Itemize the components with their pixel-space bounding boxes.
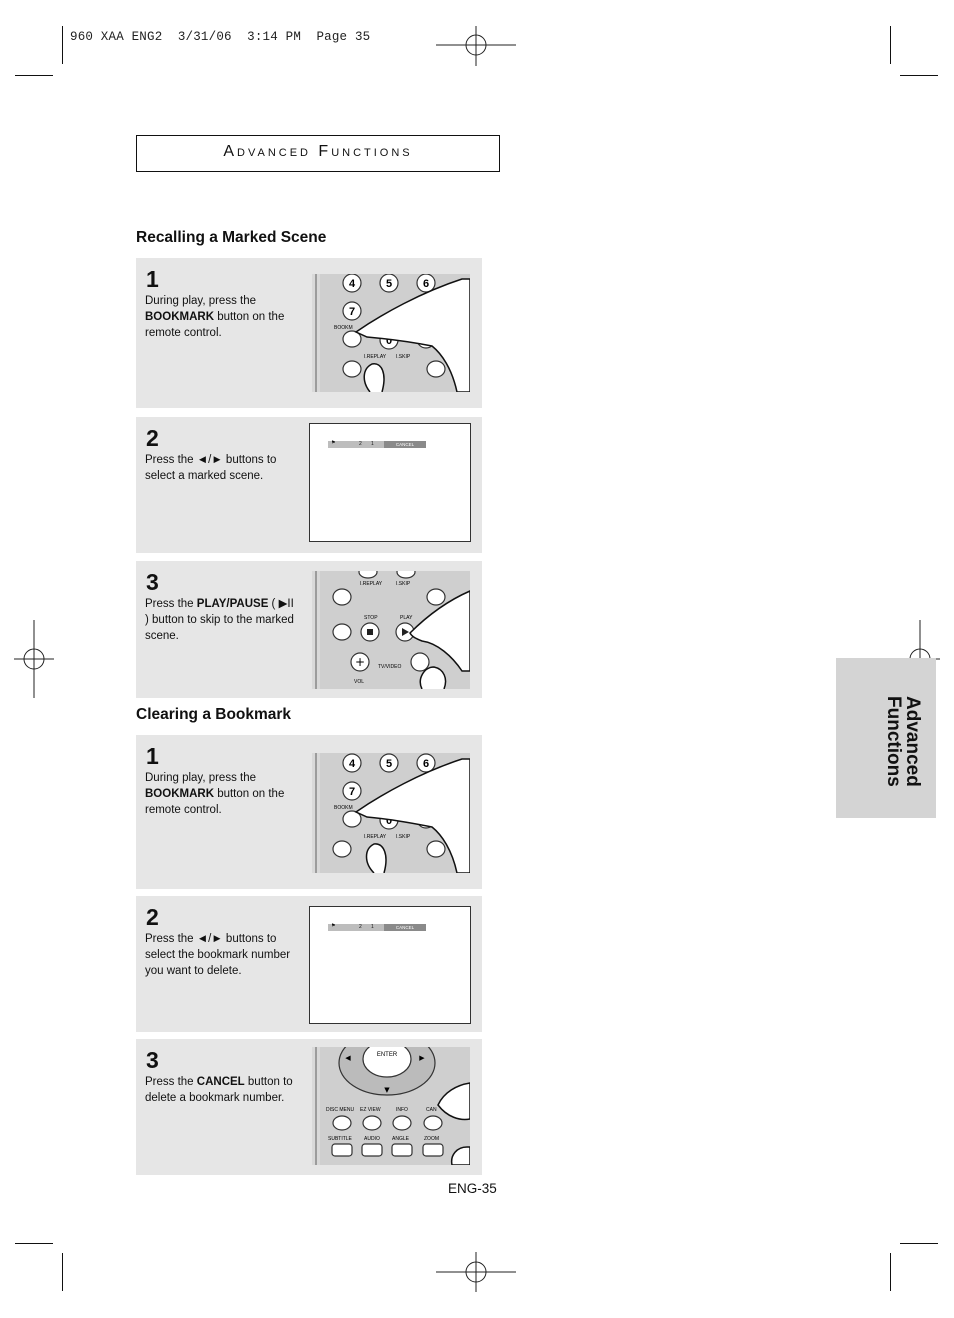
svg-text:CAN: CAN	[426, 1107, 437, 1113]
svg-text:AUDIO: AUDIO	[364, 1136, 380, 1142]
svg-text:6: 6	[422, 758, 430, 770]
svg-text:I.REPLAY: I.REPLAY	[364, 354, 387, 360]
tv-screen-illustration	[309, 906, 471, 1024]
svg-text:TV/VIDEO: TV/VIDEO	[378, 664, 402, 670]
svg-text:0: 0	[385, 335, 393, 347]
registration-mark	[14, 620, 54, 698]
step-text: Press the ◄/► buttons to select a marked scene.	[145, 454, 277, 482]
chapter-title: Advanced Functions	[223, 143, 413, 160]
bookmark-osd-bar: ⚑ 2 1 CANCEL	[328, 441, 426, 448]
svg-text:ZOOM: ZOOM	[424, 1136, 439, 1142]
print-header: 960 XAA ENG2 3/31/06 3:14 PM Page 35	[70, 30, 371, 44]
svg-text:◀: ◀	[345, 1054, 351, 1062]
svg-text:INFO: INFO	[396, 1107, 408, 1113]
section-title-recall: Recalling a Marked Scene	[136, 229, 327, 246]
step-number: 3	[146, 1047, 159, 1073]
side-tab	[836, 658, 936, 818]
remote-illustration-bookmark	[312, 753, 470, 873]
crop-mark	[900, 1243, 938, 1244]
recall-step-2	[136, 417, 482, 553]
remote-illustration-cancel	[312, 1047, 470, 1165]
remote-illustration-play	[312, 571, 470, 689]
clear-step-1	[136, 735, 482, 889]
step-number: 2	[146, 425, 159, 451]
recall-step-1	[136, 258, 482, 408]
registration-mark	[436, 1252, 516, 1292]
step-text: Press the PLAY/PAUSE ( ▶II ) button to skip to the marked scene.	[145, 598, 294, 642]
svg-text:VOL: VOL	[354, 679, 365, 685]
osd-cancel-label: CANCEL	[384, 441, 426, 448]
chapter-title-box	[136, 135, 500, 172]
svg-text:7: 7	[348, 786, 356, 798]
svg-text:STOP: STOP	[364, 615, 378, 621]
crop-mark	[15, 75, 53, 76]
crop-mark	[62, 26, 63, 64]
osd-cancel-label: CANCEL	[384, 924, 426, 931]
registration-mark	[436, 26, 516, 66]
page-number: ENG-35	[448, 1181, 497, 1196]
svg-text:5: 5	[385, 758, 393, 770]
step-text: During play, press the BOOKMARK button on the remote control.	[145, 772, 285, 816]
bookmark-icon: ⚑	[331, 923, 336, 929]
svg-text:ANGLE: ANGLE	[392, 1136, 409, 1142]
svg-text:I.REPLAY: I.REPLAY	[364, 834, 387, 840]
svg-text:BOOKM: BOOKM	[334, 805, 353, 811]
svg-text:I.REPLAY: I.REPLAY	[360, 581, 383, 587]
svg-text:0: 0	[385, 815, 393, 827]
svg-text:+: +	[354, 655, 366, 669]
crop-mark	[900, 75, 938, 76]
svg-text:5: 5	[385, 278, 393, 290]
step-number: 1	[146, 743, 159, 769]
svg-text:EZ VIEW: EZ VIEW	[360, 1107, 381, 1113]
step-text: Press the ◄/► buttons to select the bookmark number you want to delete.	[145, 933, 291, 977]
crop-mark	[890, 1253, 891, 1291]
crop-mark	[15, 1243, 53, 1244]
svg-text:I.SKIP: I.SKIP	[396, 581, 411, 587]
side-tab-label: Advanced Functions	[883, 696, 923, 787]
clear-step-3	[136, 1039, 482, 1175]
recall-step-3	[136, 561, 482, 698]
tv-screen-illustration	[309, 423, 471, 542]
svg-text:SUBTITLE: SUBTITLE	[328, 1136, 352, 1142]
svg-text:BOOKM: BOOKM	[334, 325, 353, 331]
remote-illustration-bookmark	[312, 274, 470, 392]
svg-text:I.SKIP: I.SKIP	[396, 834, 411, 840]
step-text: During play, press the BOOKMARK button on the remote control.	[145, 295, 285, 339]
svg-text:DISC MENU: DISC MENU	[326, 1107, 355, 1113]
svg-text:4: 4	[348, 758, 356, 770]
clear-step-2	[136, 896, 482, 1032]
svg-text:4: 4	[348, 278, 356, 290]
svg-text:ENTER: ENTER	[376, 1052, 398, 1058]
svg-text:6: 6	[422, 278, 430, 290]
step-number: 1	[146, 266, 159, 292]
crop-mark	[62, 1253, 63, 1291]
svg-text:▼: ▼	[384, 1086, 390, 1094]
svg-text:7: 7	[348, 306, 356, 318]
bookmark-icon: ⚑	[331, 440, 336, 446]
crop-mark	[890, 26, 891, 64]
svg-text:▶: ▶	[419, 1054, 425, 1062]
svg-text:PLAY: PLAY	[400, 615, 413, 621]
step-number: 3	[146, 569, 159, 595]
bookmark-osd-bar: ⚑ 2 1 CANCEL	[328, 924, 426, 931]
step-number: 2	[146, 904, 159, 930]
section-title-clear: Clearing a Bookmark	[136, 706, 292, 723]
step-text: Press the CANCEL button to delete a bookmark number.	[145, 1076, 293, 1104]
svg-text:I.SKIP: I.SKIP	[396, 354, 411, 360]
